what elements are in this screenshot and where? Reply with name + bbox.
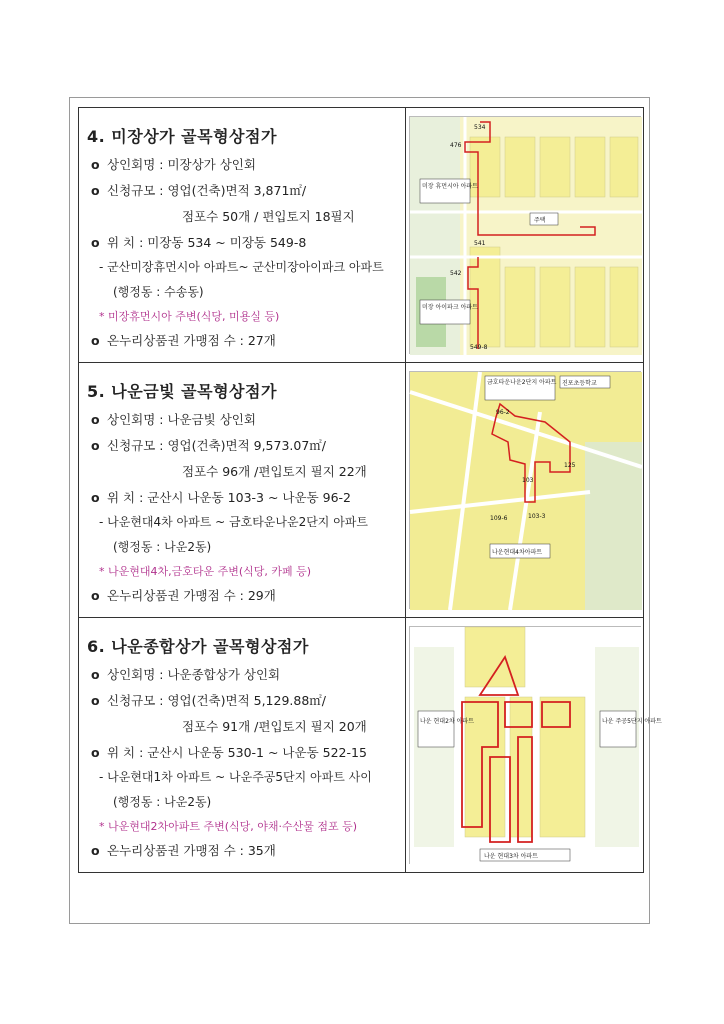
map-label: 541 [474,240,486,247]
scale-line [91,436,326,454]
map-label: 진포초등학교 [562,380,597,387]
bullet-icon: o [91,235,100,250]
stores-text: 온누리상품권 가맹점 수 : 27개 [107,333,276,348]
admin-text: (행정동 : 나운2동) [113,540,212,554]
association-text: 상인회명 : 나운금빛 상인회 [107,412,256,427]
map-image [410,627,662,865]
admin-text: (행정동 : 나운2동) [113,795,212,809]
map-label: 미장 휴먼시아 아파트 [422,183,478,190]
map-label: 나운 현대3차 아파트 [484,853,539,860]
map-label: 534 [474,124,486,131]
location-text: 위 치 : 군산시 나운동 530-1 ~ 나운동 522-15 [107,745,367,760]
map-label: 주택 [534,217,546,224]
association-line [91,410,256,428]
map-image [410,117,642,355]
section-title: 6. 나운종합상가 골목형상점가 [87,637,309,656]
map-label: 542 [450,270,462,277]
stores-text: 온누리상품권 가맹점 수 : 35개 [107,843,276,858]
range-text: - 군산미장휴먼시아 아파트~ 군산미장아이파크 아파트 [99,260,384,274]
location-map [409,371,641,609]
scale-text: 신청규모 : 영업(건축)면적 5,129.88㎡/ [107,693,327,708]
bullet-icon: o [91,490,100,505]
section-title: 4. 미장상가 골목형상점가 [87,127,277,146]
bullet-icon: o [91,745,100,760]
note-text: * 나운현대4차,금호타운 주변(식당, 카페 등) [99,565,312,578]
bullet-icon: o [91,412,100,427]
section-row [79,363,643,618]
map-label: 109-6 [490,515,508,522]
range-text: - 나운현대4차 아파트 ~ 금호타운나운2단지 아파트 [99,515,368,529]
note-text: * 미장휴먼시아 주변(식당, 미용실 등) [99,310,280,323]
map-label: 나운 주공5단지 아파트 [602,718,662,725]
association-text: 상인회명 : 나운종합상가 상인회 [107,667,281,682]
bullet-icon: o [91,588,100,603]
note-text: * 나운현대2차아파트 주변(식당, 야채·수산물 점포 등) [99,820,358,833]
scale-continued: 점포수 50개 / 편입토지 18필지 [182,209,355,224]
scale-continued: 점포수 96개 /편입토지 필지 22개 [182,464,367,479]
location-map [409,626,662,864]
section-row [79,108,643,363]
location-map [409,116,641,354]
association-line [91,665,280,683]
bullet-icon: o [91,333,100,348]
stores-line [91,841,276,859]
scale-line [91,691,326,709]
stores-text: 온누리상품권 가맹점 수 : 29개 [107,588,276,603]
bullet-icon: o [91,157,100,172]
section-title: 5. 나운금빛 골목형상점가 [87,382,277,401]
section-info [79,618,406,872]
association-text: 상인회명 : 미장상가 상인회 [107,157,256,172]
bullet-icon: o [91,438,100,453]
map-label: 나운현대4차아파트 [492,549,543,556]
section-info [79,363,406,617]
bullet-icon: o [91,843,100,858]
map-label: 금호타운나운2단지 아파트 [487,379,557,386]
scale-text: 신청규모 : 영업(건축)면적 3,871㎡/ [107,183,307,198]
location-text: 위 치 : 군산시 나운동 103-3 ~ 나운동 96-2 [107,490,351,505]
association-line [91,155,256,173]
scale-line [91,181,306,199]
bullet-icon: o [91,183,100,198]
map-image [410,372,642,610]
location-text: 위 치 : 미장동 534 ~ 미장동 549-8 [107,235,307,250]
location-line [91,233,306,251]
map-label: 125 [564,462,576,469]
section-row [79,618,662,872]
section-info [79,108,406,362]
location-line [91,488,351,506]
map-label: 103 [522,477,534,484]
map-label: 476 [450,142,462,149]
range-text: - 나운현대1차 아파트 ~ 나운주공5단지 아파트 사이 [99,770,372,784]
location-line [91,743,367,761]
map-label: 103-3 [528,513,546,520]
bullet-icon: o [91,693,100,708]
map-label: 549-8 [470,344,488,351]
map-label: 미장 아이파크 아파트 [422,304,478,311]
scale-continued: 점포수 91개 /편입토지 필지 20개 [182,719,367,734]
stores-line [91,331,276,349]
admin-text: (행정동 : 수송동) [113,285,204,299]
map-label: 나운 현대2차 아파트 [420,718,475,725]
district-table [78,107,662,873]
map-label: 96-2 [496,409,510,416]
scale-text: 신청규모 : 영업(건축)면적 9,573.07㎡/ [107,438,327,453]
bullet-icon: o [91,667,100,682]
stores-line [91,586,276,604]
